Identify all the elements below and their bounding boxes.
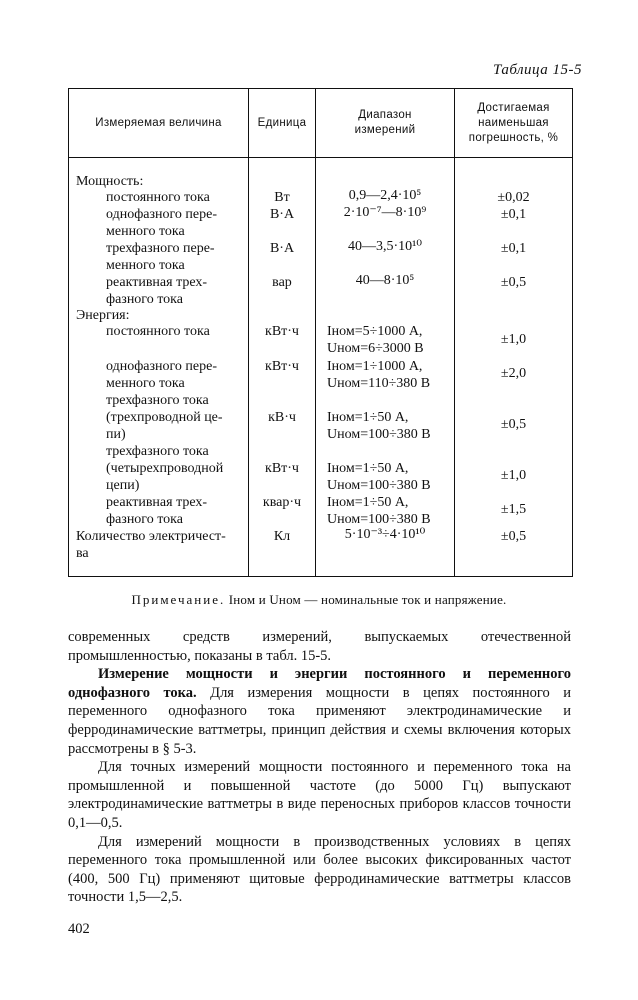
row-error: ±0,5 xyxy=(500,417,527,432)
row-unit: кВт·ч xyxy=(265,461,299,476)
row-range: 40—8·10⁵ xyxy=(355,273,415,288)
row-magnitude: однофазного пере- xyxy=(106,359,217,374)
row-error: ±2,0 xyxy=(500,366,527,381)
row-error: ±0,1 xyxy=(500,241,527,256)
row-error: ±0,5 xyxy=(500,275,527,290)
header-unit: Единица xyxy=(257,116,307,129)
row-unit: кВт·ч xyxy=(265,324,299,339)
row-magnitude: постоянного тока xyxy=(106,190,210,205)
row-range: 40—3,5·10¹⁰ xyxy=(348,239,422,254)
row-magnitude-cont: фазного тока xyxy=(106,512,183,527)
row-error: ±0,02 xyxy=(497,190,530,205)
row-magnitude-cont: ва xyxy=(76,546,89,561)
row-unit: кВ·ч xyxy=(268,410,296,425)
header-range: Диапазон измерений xyxy=(354,109,416,136)
row-range: 2·10⁻⁷—8·10⁹ xyxy=(343,205,427,220)
row-magnitude: Количество электричест- xyxy=(76,529,226,544)
row-magnitude: реактивная трех- xyxy=(106,495,208,510)
row-unit: В·А xyxy=(269,207,295,222)
row-error: ±0,1 xyxy=(500,207,527,222)
row-range: Iном=1÷50 А, xyxy=(327,495,409,510)
row-range: Iном=5÷1000 А, xyxy=(327,324,423,339)
row-magnitude-cont: цепи) xyxy=(106,478,140,493)
row-range-cont: Uном=100÷380 В xyxy=(327,512,431,527)
table-header xyxy=(69,89,572,158)
row-magnitude: однофазного пере- xyxy=(106,207,217,222)
paragraph-heading: Измерение мощности и энергии постоянного и переменного однофазного тока. xyxy=(68,666,571,701)
row-magnitude-cont: менного тока xyxy=(106,376,185,391)
body-text xyxy=(68,628,571,907)
group-power: Мощность: xyxy=(76,174,144,189)
row-range-cont: Uном=110÷380 В xyxy=(327,376,431,391)
row-range: 0,9—2,4·10⁵ xyxy=(348,188,422,203)
row-unit: кВт·ч xyxy=(265,359,299,374)
paragraph: современных средств измерений, выпускаемых отечественной промышленностью, показаны в табл. 15-5. xyxy=(68,629,571,664)
row-range: Iном=1÷50 А, xyxy=(327,410,409,425)
header-error: Достигаемая наименьшая погрешность, % xyxy=(468,101,559,144)
row-unit: В·А xyxy=(269,241,295,256)
paragraph xyxy=(68,665,571,758)
row-unit: квар·ч xyxy=(262,495,302,510)
row-magnitude: трехфазного тока xyxy=(106,393,209,408)
row-range-cont: Uном=100÷380 В xyxy=(327,427,431,442)
row-magnitude-cont: (трехпроводной це- xyxy=(106,410,223,425)
row-magnitude: реактивная трех- xyxy=(106,275,208,290)
page-number: 402 xyxy=(68,921,90,937)
row-magnitude: постоянного тока xyxy=(106,324,210,339)
paragraph: Для измерений мощности в производственных условиях в цепях переменного тока промышленной или более высоких фиксированных частот (400, 500 Гц) применяют щитовые ферродинамические ваттметры классов точности 1,5—2,5. xyxy=(68,833,571,906)
row-range-cont: Uном=6÷3000 В xyxy=(327,341,424,356)
row-magnitude: трехфазного пере- xyxy=(106,241,215,256)
row-unit: Кл xyxy=(273,529,291,544)
row-range: Iном=1÷50 А, xyxy=(327,461,409,476)
row-magnitude: трехфазного тока xyxy=(106,444,209,459)
row-range-cont: Uном=100÷380 В xyxy=(327,478,431,493)
header-magnitude: Измеряемая величина xyxy=(95,116,222,129)
column-divider xyxy=(315,89,316,576)
row-error: ±1,5 xyxy=(500,502,527,517)
row-range: Iном=1÷1000 А, xyxy=(327,359,423,374)
row-error: ±1,0 xyxy=(500,468,527,483)
row-magnitude-cont: менного тока xyxy=(106,258,185,273)
row-magnitude-cont: пи) xyxy=(106,427,126,442)
table-caption: Таблица 15-5 xyxy=(493,62,582,78)
row-unit: вар xyxy=(272,275,292,290)
note-text: Iном и Uном — номинальные ток и напряжение. xyxy=(228,592,507,607)
row-error: ±0,5 xyxy=(500,529,527,544)
group-energy: Энергия: xyxy=(76,308,130,323)
paragraph: Для точных измерений мощности постоянного и переменного тока на промышленной и повышенной частоте (до 5000 Гц) выпускают электродинамические ваттметры в виде переносных приборов классов точности 0,1—0,5. xyxy=(68,759,571,831)
note-label: Примечание. xyxy=(131,592,226,607)
row-magnitude-cont: фазного тока xyxy=(106,292,183,307)
row-magnitude-cont: менного тока xyxy=(106,224,185,239)
row-magnitude-cont: (четырехпроводной xyxy=(106,461,224,476)
paragraph-text: Для измерения мощности в цепях постоянного и переменного однофазного тока применяют электродинамические и ферродинамические ваттметры, принцип действия и схемы включения которых рассмотрены в § 5-3. xyxy=(68,684,571,757)
table-note xyxy=(0,592,638,608)
row-error: ±1,0 xyxy=(500,332,527,347)
row-unit: Вт xyxy=(274,190,290,205)
row-range: 5·10⁻³÷4·10¹⁰ xyxy=(344,527,426,542)
data-table xyxy=(68,88,573,577)
